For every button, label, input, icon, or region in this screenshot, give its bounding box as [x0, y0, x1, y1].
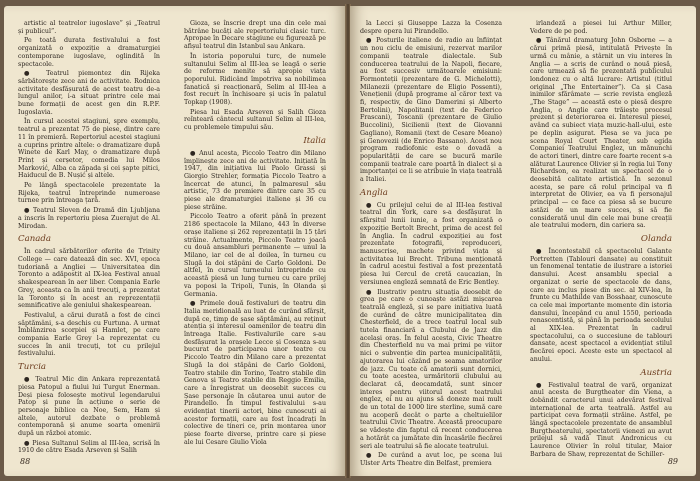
paragraph: ● Teatrul Mic din Ankara reprezentată piesa Patopul a fiului lui Turgut Enerman. Deși piesa folosește motivul legendarului Patop și pune în acțiune o serie de personaje biblice ca Noe, Sem, Ham și altele, autorul dezbate o problemă contemporană și anume soarta omenirii după un război atomic. [18, 376, 160, 438]
section-heading-canada: Canada [18, 234, 51, 245]
page-number-right: 89 [667, 457, 678, 466]
paragraph: ● Ilustrativ pentru situația deosebit de grea pe care o cunoaște astăzi mișcarea teatrală engleză, și se pare inițiativa luată de curând de către municipalitatea din Chesterfield, de a trece teatrul local sub tutela financiară a Clubului de Jazz din același oraș. În felul acesta, Civic Theatre din Chesterfield nu va mai primi pe viitor nici o subvenție din partea municipalității, ajutorarea lui căzând pe seama amatorilor de jazz. Cu toate că amatorii sunt dornici, cu toate acestea, urmăritorii clubului au declarat că, deocamdată, sunt sincer interes pentru viitorul acest teatrului englez, ei nu au ajuns să doneze mai mult de un total de 1000 lire sterline, sumă care nu acoperă decât o parte a cheltuielilor teatrului Civic Theatre. Această preocupare se vădește din faptul că recent conducerea a hotărât ca jumătate din încasările fiecărei seri ale teatrului să fie alocate teatrului. [360, 288, 502, 450]
paragraph: Festivalul, a cărui durată a fost de cinci săptămâni, s-a deschis cu Furtuna. A urmat Îmblânzirea scorpiei și Hamlet, pe care compania Earle Grey l-a reprezentat cu succes în anii trecuți, tot cu prilejul festivalului. [18, 311, 160, 358]
left-page [4, 6, 346, 476]
page-number-left: 88 [20, 457, 31, 466]
paragraph: la Lecci și Giuseppe Lazza la Cosenza despre opera lui Pirandello. [360, 20, 502, 35]
paragraph: irlandeză a piesei lui Arthur Miller, Vedere de pe pod. [530, 20, 672, 35]
paragraph: Piccolo Teatro a oferit până în prezent 2186 spectacole la Milano, 443 în diverse orașe italiene și 262 reprezentații în 15 țări străine. Actualmente, Piccolo Teatro joacă cu două ansambluri permanente — unul la Milano, iar cel de al doilea, în turneu cu Slugă la doi stăpâni de Carlo Goldoni. De altfel, în cursul turneului întreprinde cu această piesă un lung turneu cu care prilej va poposi la Tripoli, Tunis, în Olanda și Germania. [184, 213, 326, 298]
right-column-2 [530, 20, 672, 461]
section-heading-turcia: Turcia [18, 362, 47, 373]
paragraph: artistic al teatrelor iugoslave” și „Teatrul și publicul”. [18, 20, 160, 35]
paragraph: Pe toată durata festivalului a fost organizată o expoziție a dramaturgiei contemporane iugoslave, oglindită în spectacole. [18, 37, 160, 68]
paragraph: În cursul acestei stagiuni, spre exemplu, teatrul a prezentat 75 de piese, dintre care 11 în premieră. Repertoriul acestei stagiuni a cuprins printre altele: o dramatizare după Winete de Karl May, o dramatizare după Prinț și cerșetor, comedia lui Milos Marković, Alba ca zăpada și cei șapte pitici, Haiducul de B. Nușić și altele. [18, 118, 160, 180]
right-page [350, 6, 696, 476]
paragraph: ● Teatrul Sloven de Dramă din Ljubljana a inscris în repertoriu piesa Zuerajut de Al. Mirodan. [18, 207, 160, 230]
paragraph: Gioza, se înscrie drept una din cele mai bătrâne bucăți ale repertoriului clasic turc. Apropae în Decare stagiune eu figurează pe afișul teatrul din Istanbul sau Ankara. [184, 20, 326, 51]
paragraph: ● Teatrul piemontez din Rijeka sărbătorește zece ani de activitate. Rodnica activitate desfășurată de acest teatru de-a lungul anilor, i-a situat printre cele mai bune formații de acest gen din R.P.F. Iugoslavia. [18, 70, 160, 116]
paragraph: ● De curând a avut loc, pe scena lui Ulster Arts Theatre din Belfast, premiera [360, 452, 502, 467]
section-heading-italia: Italia [303, 135, 326, 146]
paragraph: În istoria poporului turc, de numele sultanului Selim al III-lea se leagă o serie de reforme menite să apropie viața poporului. Ridicând împotriva sa nobilimea fanatică și reacționară, Selim al III-lea a fost recurt în închisoare și ucis în palatul Topkap (1908). [184, 52, 326, 107]
section-heading-austria: Austria [640, 367, 672, 378]
paragraph: ● Anul acesta, Piccolo Teatro din Milano împlinește zece ani de activitate. Inițiată în 1947, din inițiativa lui Paolo Grassi și Giorgio Strehler, formația Piccolo Teatro a încercat de atunci, în palmaresul său artistic, 73 de premiere dintre care 35 cu piese ale dramaturgiei italiene și 36 cu piese străine. [184, 149, 326, 211]
paragraph: Pe lângă spectacolele prezentate la Rijeka, teatrul întreprinde numeroase turnee prin întreaga țară. [18, 182, 160, 205]
paragraph: ● Piesa Sultanul Selim al III-lea, scrisă în 1910 de către Esada Arseven și Salih [18, 439, 160, 455]
section-heading-olanda: Olanda [640, 233, 672, 244]
left-column-1 [18, 20, 160, 457]
paragraph: ● Încontestabil că spectacolul Galante Portretten (Tablouri dansate) au constituit un fenomenal tentatie de ilustrare a istoriei dansului. Acest ansamblu special a organizat o serie de spectacole de dans, care au inclus piese din sec. al XIV-lea, în frunte cu Mathilde van Bosshaar, cunoscute ca cele mai importante momente din istoria dansului, începând cu anul 1550, perioada renascentistă, și până în perioada secolului al XIX-lea. Prezentat în cadrul spectacolului, ca o succesiune de tablouri dansate, acest spectacol a evidențiat stilul fiecărei epoci. Aceste este un spectacol al anului. [530, 247, 672, 363]
right-column-1 [360, 20, 502, 470]
paragraph: ● Cu prilejul celui de al III-lea festival teatral din York, care s-a desfășurat în sfârșitul lunii iunie, a fost organizată o expoziție Bertolt Brecht, prima de acest fel în Anglia. În cadrul expoziției au fost prezentate fotografii, reproduceri, manuscrise, machete privind viața și activitatea lui Brecht. Tribuna menționată în cadrul acestui festival a fost prezentată piesa lui Cercul de cretă caucazian, în versiunea engleză semnată de Eric Bentley. [360, 201, 502, 286]
paragraph: În cadrul sărbătorilor oferite de Trinity College — care datează din sec. XVI, epoca tudoriană a Angliei — Universitatea din Toronto a adăpostit al IX-lea Festival anual shakespearean în aer liber. Compania Earle Grey, aceasta ca în anii trecuți, a prezentat la Toronto și în acest an reprezentații semnificative ale geniului shakespearean. [18, 248, 160, 310]
paragraph: Piesa lui Esada Arseven și Salih Gioza reînteară cântecul sultanul Selim al III-lea, cu problemele timpului său. [184, 108, 326, 132]
left-column-2 [184, 20, 326, 449]
paragraph: ● Primele două festivaluri de teatru din Italia meridională au luat de curând sfârșit, după ce, timp de șase săptămâni, au reținut atenția și interesul oamenilor de teatru din întreaga Italie. Festivalurile care s-au desfășurat la orașele Lecce și Cosenza s-au bucurat de participarea unor teatre cu Piccolo Teatro din Milano care a prezentat Slugă la doi stăpâni de Carlo Goldoni, Teatro stabile din Torino, Teatro stabile din Genova și Teatro stabile din Reggio Emilia, care a înregistrat un deosebit succes cu Șase personaje în căutarea unui autor de Pirandello. În timpul festivalului s-au evidențiat tinerii actori, bine cunoscuți ai acestor formații, care au fost încadrați în colective de tineri ce, prin montarea unor piese foarte diverse, printre care și piese ale lui Cesare Giulio Viola [184, 300, 326, 446]
paragraph: ● Posturile italiene de radio au înființat un nou ciclu de emisiuni, rezervat marilor companii teatrale dialectale. Sub conducerea teatrului de la Napoli, fiecare, au fost succesiv următoarele emisiuni: Formonteții (prezentare de G. Michelotti), Milanezii (prezentare de Eligio Possenti), Venețienii (după programe al căror text va fi, respectiv, de Gino Damerini și Alberto Bertolini), Napolitanii (text de Federico Frascani), Toscanii (prezentare de Giulio Buccolini), Sicilienii (text de Giovanni Gagliano), Romanii (text de Cesare Meano) și Genovezii (de Enrico Bassano). Acest nou program radiofonic este o dovadă a popularității de care se bucură marile companii teatrale care poartă în dialect și a importanței ce li se atribuie în viața teatrală a Italiei. [360, 37, 502, 184]
section-heading-anglia: Anglia [360, 187, 388, 198]
paragraph: ● Festivalul teatral de vară, organizat anul acesta de Burgtheater din Viena, a dobândit caracterul unui adevărat festival internațional de arta teatrală. Astfel au participat ceva formații străine. Astfel, pe lângă spectacolele prezentate de ansamblul Burgtheaterului, spectatorii vienezi au avut prilejul să vadă Tinut Andronicus cu Laurence Olivier în rolul titular, Maior Barbara de Shaw, reprezentat de Schiller- [530, 381, 672, 458]
paragraph: ● Tânărul dramaturg John Osborne — a cărui primă piesă, intitulată Privește în urmă cu mânie, a stârnit un viu interes în Anglia — a scris de curând o nouă piesă, care urmează să fie prezentată publicului londonez cu o altă lucrare: Artistul (titlul original „The Entertainer”). Ca și Casa inimilor sfărâmate — scrie revista engleză „The Stage” — această este o piesă despre Anglia, o Anglie care trăiește procesul prezent și deteriorarea ei. Interesul piesei, având ca subiect viața muzic-hall-ului, este pe deplin asigurat. Piesa se va juca pe scena Royal Court Theater, sub egida Companiei Teatrului Englez, un mănunchi de actori tineri, dintre care foarte recent s-a alăturat Laurence Olivier și în regia lui Tony Richardson, ea realizat un spectacol de o deosebită calitate artistică. În sezonul acesta, se pare că rolul principal va fi interpretat de Olivier, ea va fi personajul principal — ce face ca piesa să se bucure astăzi de un mare succes, și să fie considerată unul din cele mai bune creații ale teatrului modern, din cariera sa. [530, 37, 672, 230]
